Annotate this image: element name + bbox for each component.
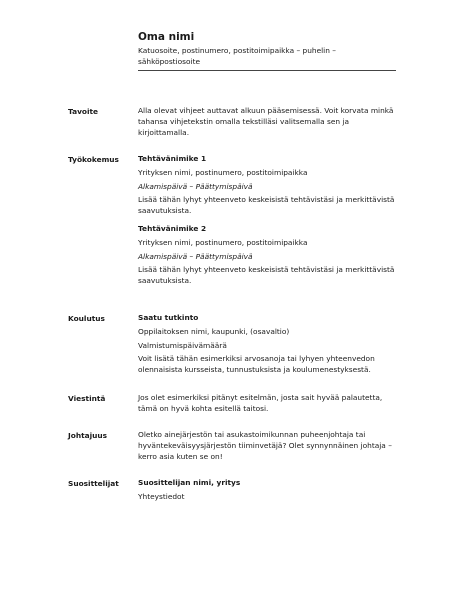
references-content [138,478,400,506]
section-label-education: Koulutus [68,314,105,323]
contact-info [138,46,396,67]
person-name: Oma nimi [138,31,195,43]
education-content [138,313,400,379]
leadership-text: Oletko ainejärjestön tai asukastoimikunnan puheenjohtaja tai hyväntekeväisyysjärjestön tiiminvetäjä? Olet synnynnäinen johtaja – kerro asia kuten se on! [138,430,392,461]
header-divider [138,70,396,71]
communication-text: Jos olet esimerkiksi pitänyt esitelmän, josta sait hyvää palautetta, tämä on hyvä kohta esitellä taitosi. [138,393,383,413]
job-company: Yrityksen nimi, postinumero, postitoimipaikka [138,167,308,177]
contact-line-1: Katuosoite, postinumero, postitoimipaikka – puhelin – [138,46,336,55]
resume-header [138,30,396,67]
communication-content [138,393,400,418]
reference-name: Suosittelijan nimi, yritys [138,478,241,487]
job-company: Yrityksen nimi, postinumero, postitoimipaikka [138,237,308,247]
graduation-date: Valmistumispäivämäärä [138,340,227,350]
objective-content [138,106,400,141]
job-summary: Lisää tähän lyhyt yhteenveto keskeisistä tehtävistäsi ja merkittävistä saavutuksista. [138,265,395,286]
leadership-content [138,430,400,465]
job-entry [138,224,400,287]
section-label-communication: Viestintä [68,394,106,403]
contact-line-2: sähköpostiosoite [138,56,201,66]
job-entry [138,154,400,217]
section-label-objective: Tavoite [68,107,99,116]
education-text: Voit lisätä tähän esimerkiksi arvosanoja tai lyhyen yhteenvedon olennaisista kursseista, tunnustuksista ja koulumenestyksestä. [138,354,375,375]
job-dates: Alkamispäivä – Päättymispäivä [138,181,253,191]
job-title: Tehtävänimike 1 [138,154,207,163]
section-label-leadership: Johtajuus [68,431,108,440]
school-name: Oppilaitoksen nimi, kaupunki, (osavaltio) [138,326,290,336]
section-label-references: Suosittelijat [68,479,119,488]
job-dates: Alkamispäivä – Päättymispäivä [138,251,253,261]
objective-text: Alla olevat vihjeet auttavat alkuun pääsemisessä. Voit korvata minkä tahansa vihjetekstin omalla tekstilläsi valitsemalla sen ja kirjoittamalla. [138,106,394,137]
job-summary: Lisää tähän lyhyt yhteenveto keskeisistä tehtävistäsi ja merkittävistä saavutuksista. [138,195,395,216]
reference-contact: Yhteystiedot [138,491,185,501]
job-title: Tehtävänimike 2 [138,223,207,233]
section-label-experience: Työkokemus [68,155,119,164]
degree-title: Saatu tutkinto [138,313,199,322]
experience-content [138,154,400,290]
